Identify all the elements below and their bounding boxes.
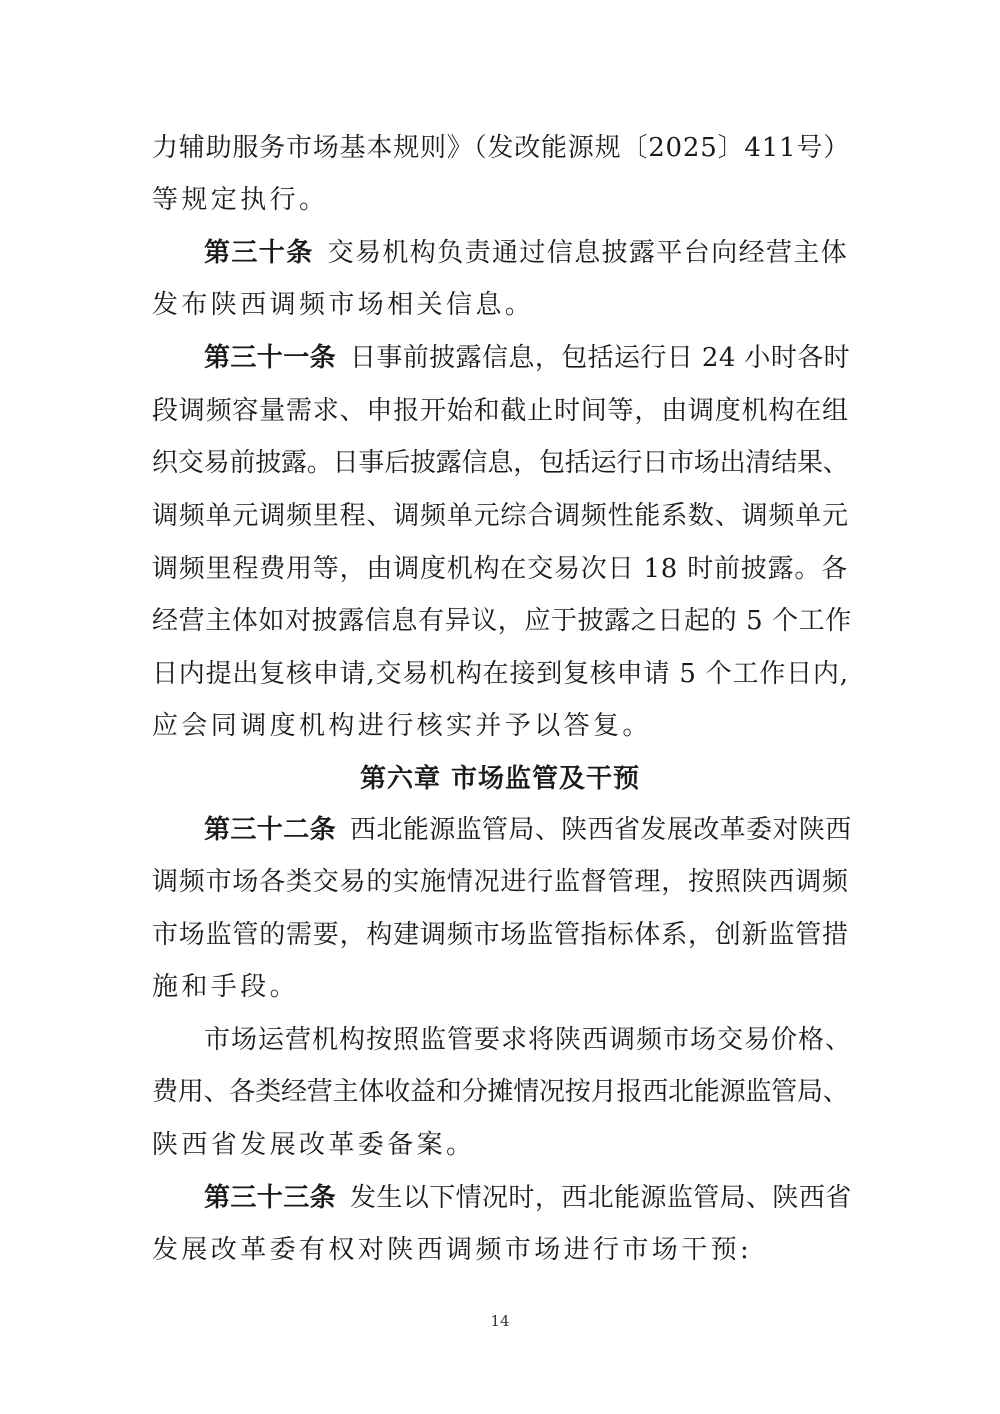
article-heading: 第三十二条	[204, 815, 337, 845]
line-text: 市场监管的需要，构建调频市场监管指标体系，创新监管措	[152, 920, 849, 950]
line-text: 调频单元调频里程、调频单元综合调频性能系数、调频单元	[152, 501, 849, 531]
article-heading: 第三十条	[204, 238, 314, 268]
paragraph-line	[152, 391, 852, 431]
line-text: 费用、各类经营主体收益和分摊情况按月报西北能源监管局、	[152, 1077, 849, 1107]
paragraph-line	[152, 285, 852, 325]
paragraph-line	[152, 967, 852, 1007]
line-text: 发布陕西调频市场相关信息。	[152, 290, 535, 320]
article-31-first-line	[204, 338, 852, 378]
line-text: 织交易前披露。日事后披露信息，包括运行日市场出清结果、	[152, 448, 849, 478]
chapter-title: 第六章 市场监管及干预	[359, 764, 641, 794]
line-text: 施和手段。	[152, 972, 300, 1002]
line-text: 交易机构负责通过信息披露平台向经营主体	[327, 238, 849, 268]
paragraph-line	[152, 915, 852, 955]
page-number: 14	[490, 1312, 510, 1330]
paragraph-line	[152, 549, 852, 589]
article-33-first-line	[204, 1178, 852, 1218]
line-text: 等规定执行。	[152, 185, 329, 215]
line-text: 发展改革委有权对陕西调频市场进行市场干预:	[152, 1235, 753, 1265]
article-30-first-line	[204, 233, 852, 273]
article-heading: 第三十一条	[204, 343, 337, 373]
line-text: 市场运营机构按照监管要求将陕西调频市场交易价格、	[204, 1025, 853, 1055]
paragraph-line	[152, 1230, 852, 1270]
line-text: 陕西省发展改革委备案。	[152, 1130, 476, 1160]
line-text: 调频市场各类交易的实施情况进行监督管理，按照陕西调频	[152, 867, 849, 897]
line-text: 段调频容量需求、申报开始和截止时间等，由调度机构在组	[152, 396, 849, 426]
article-32-first-line	[204, 810, 852, 850]
paragraph-line	[152, 706, 852, 746]
line-text: 应会同调度机构进行核实并予以答复。	[152, 711, 652, 741]
paragraph-line	[152, 1125, 852, 1165]
paragraph-line	[152, 862, 852, 902]
line-text: 日内提出复核申请,交易机构在接到复核申请 5 个工作日内,	[152, 659, 849, 689]
line-text: 西北能源监管局、陕西省发展改革委对陕西	[350, 815, 852, 845]
line-text: 调频里程费用等，由调度机构在交易次日 18 时前披露。各	[152, 554, 849, 584]
paragraph-line	[152, 654, 852, 694]
line-text: 日事前披露信息，包括运行日 24 小时各时	[350, 343, 851, 373]
paragraph-line	[152, 601, 852, 641]
paragraph-line	[152, 180, 852, 220]
line-text: 力辅助服务市场基本规则》（发改能源规〔2025〕411号）	[152, 133, 850, 163]
line-text: 发生以下情况时，西北能源监管局、陕西省	[350, 1183, 852, 1213]
line-text: 经营主体如对披露信息有异议，应于披露之日起的 5 个工作	[152, 606, 852, 636]
paragraph-line	[152, 1072, 852, 1112]
paragraph-line	[152, 128, 852, 168]
paragraph-line	[152, 496, 852, 536]
article-heading: 第三十三条	[204, 1183, 337, 1213]
paragraph-line	[152, 443, 852, 483]
paragraph-first-line	[204, 1020, 852, 1060]
